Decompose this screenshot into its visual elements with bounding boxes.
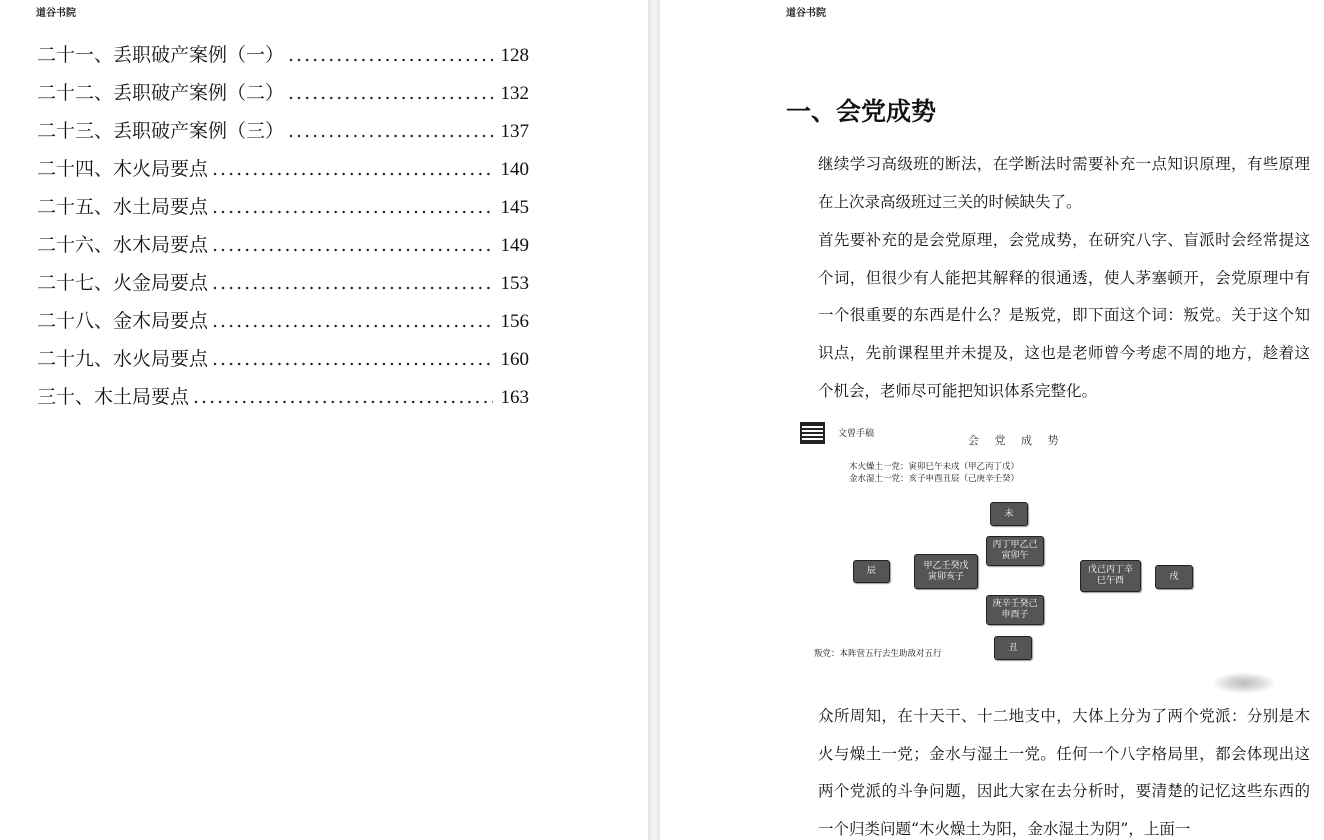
figure-title: 会 党 成 势: [968, 434, 1065, 447]
toc-leader-dots: [288, 82, 492, 104]
box-text: 丙丁甲乙己: [992, 540, 1038, 550]
toc-entry[interactable]: [37, 40, 529, 78]
hui-dang-figure: [798, 418, 1278, 700]
running-head: 道谷书院: [36, 8, 76, 19]
box-text: 寅卯午: [1001, 551, 1029, 561]
diagram-box-center-top: [986, 536, 1044, 566]
toc-entry-title: 二十八、金木局要点: [37, 310, 209, 332]
box-text: 申酉子: [1001, 610, 1029, 620]
toc-entry[interactable]: [37, 154, 529, 192]
page-gutter: [648, 0, 660, 840]
toc-entry-title: 二十九、水火局要点: [37, 348, 209, 370]
toc-leader-dots: [288, 44, 492, 66]
toc-leader-dots: [212, 310, 492, 332]
paragraph: 继续学习高级班的断法，在学断法时需要补充一点知识原理，有些原理在上次录高级班过三关的时候缺失了。: [818, 155, 1310, 211]
diagram-box-chou: [994, 636, 1032, 660]
figure-note: 叛党：本阵营五行去生助敌对五行: [814, 649, 942, 659]
toc-leader-dots: [212, 234, 492, 256]
toc-entry-title: 二十四、木火局要点: [37, 158, 209, 180]
toc-entry-page: 163: [500, 387, 529, 408]
toc-entry-title: 三十、木土局要点: [37, 386, 190, 408]
toc-entry-page: 128: [500, 45, 529, 66]
toc-entry[interactable]: [37, 344, 529, 382]
toc-entry[interactable]: [37, 382, 529, 420]
diagram-box-chen: [853, 560, 890, 583]
toc-leader-dots: [212, 196, 492, 218]
toc-entry[interactable]: [37, 116, 529, 154]
running-head: 道谷书院: [786, 8, 826, 19]
toc-entry-title: 二十五、水土局要点: [37, 196, 209, 218]
toc-entry-page: 149: [500, 235, 529, 256]
toc-entry-page: 132: [500, 83, 529, 104]
diagram-box-left: [914, 554, 978, 589]
toc-entry-page: 156: [500, 311, 529, 332]
toc-entry-page: 160: [500, 349, 529, 370]
right-page: [660, 0, 1324, 840]
box-text: 丑: [1008, 642, 1018, 653]
box-text: 寅卯亥子: [927, 571, 964, 582]
box-text: 庚辛壬癸己: [992, 599, 1038, 609]
toc-entry[interactable]: [37, 78, 529, 116]
toc-entry[interactable]: [37, 268, 529, 306]
toc-leader-dots: [212, 158, 492, 180]
toc-leader-dots: [288, 120, 492, 142]
toc-entry-page: 145: [500, 197, 529, 218]
toc-leader-dots: [193, 386, 492, 408]
toc-entry-title: 二十一、丢职破产案例（一）: [37, 44, 285, 66]
toc-entry[interactable]: [37, 192, 529, 230]
diagram-box-wei: [990, 502, 1028, 526]
figure-text-line: 金水湿土一党：亥子申酉丑辰（己庚辛壬癸）: [849, 474, 1020, 484]
box-text: 戊己丙丁辛: [1087, 565, 1133, 575]
diagram-box-xu: [1155, 565, 1193, 589]
toc-entry-page: 137: [500, 121, 529, 142]
toc-entry[interactable]: [37, 230, 529, 268]
table-of-contents: [37, 40, 529, 420]
toc-leader-dots: [212, 272, 492, 294]
box-text: 辰: [866, 566, 876, 576]
figure-text-line: 木火燥土一党：寅卯巳午未戌（甲乙丙丁戊）: [849, 462, 1020, 472]
box-text: 未: [1004, 508, 1014, 519]
chapter-title: 一、会党成势: [786, 97, 937, 126]
toc-entry[interactable]: [37, 306, 529, 344]
scan-smudge: [1212, 672, 1276, 694]
toc-entry-title: 二十三、丢职破产案例（三）: [37, 120, 285, 142]
box-text: 巳午酉: [1096, 576, 1124, 586]
paragraph: 众所周知，在十天干、十二地支中，大体上分为了两个党派：分别是木火与燥土一党；金水与湿土一党。任何一个八字格局里，都会体现出这两个党派的斗争问题，因此大家在去分析时，要清楚的记忆这些东西的一个归类问题“木火燥土为阳，金水湿土为阴”，上面一: [818, 707, 1310, 839]
logo-icon: [800, 422, 825, 444]
figure-source: 文曾手稿: [838, 429, 875, 439]
left-page: [0, 0, 648, 840]
diagram-box-center-bottom: [986, 595, 1044, 625]
diagram-box-right: [1080, 560, 1141, 592]
toc-entry-title: 二十二、丢职破产案例（二）: [37, 82, 285, 104]
toc-entry-title: 二十六、水木局要点: [37, 234, 209, 256]
box-text: 甲乙壬癸戊: [923, 560, 969, 571]
toc-entry-title: 二十七、火金局要点: [37, 272, 209, 294]
paragraph: 首先要补充的是会党原理，会党成势，在研究八字、盲派时会经常提这个词，但很少有人能把其解释的很通透，使人茅塞顿开，会党原理中有一个很重要的东西是什么？是叛党，即下面这个词：叛党。关于这个知识点，先前课程里并未提及，这也是老师曾今考虑不周的地方，趁着这个机会，老师尽可能把知识体系完整化。: [818, 231, 1310, 400]
toc-entry-page: 153: [500, 273, 529, 294]
toc-leader-dots: [212, 348, 492, 370]
box-text: 戌: [1169, 571, 1179, 582]
toc-entry-page: 140: [500, 159, 529, 180]
